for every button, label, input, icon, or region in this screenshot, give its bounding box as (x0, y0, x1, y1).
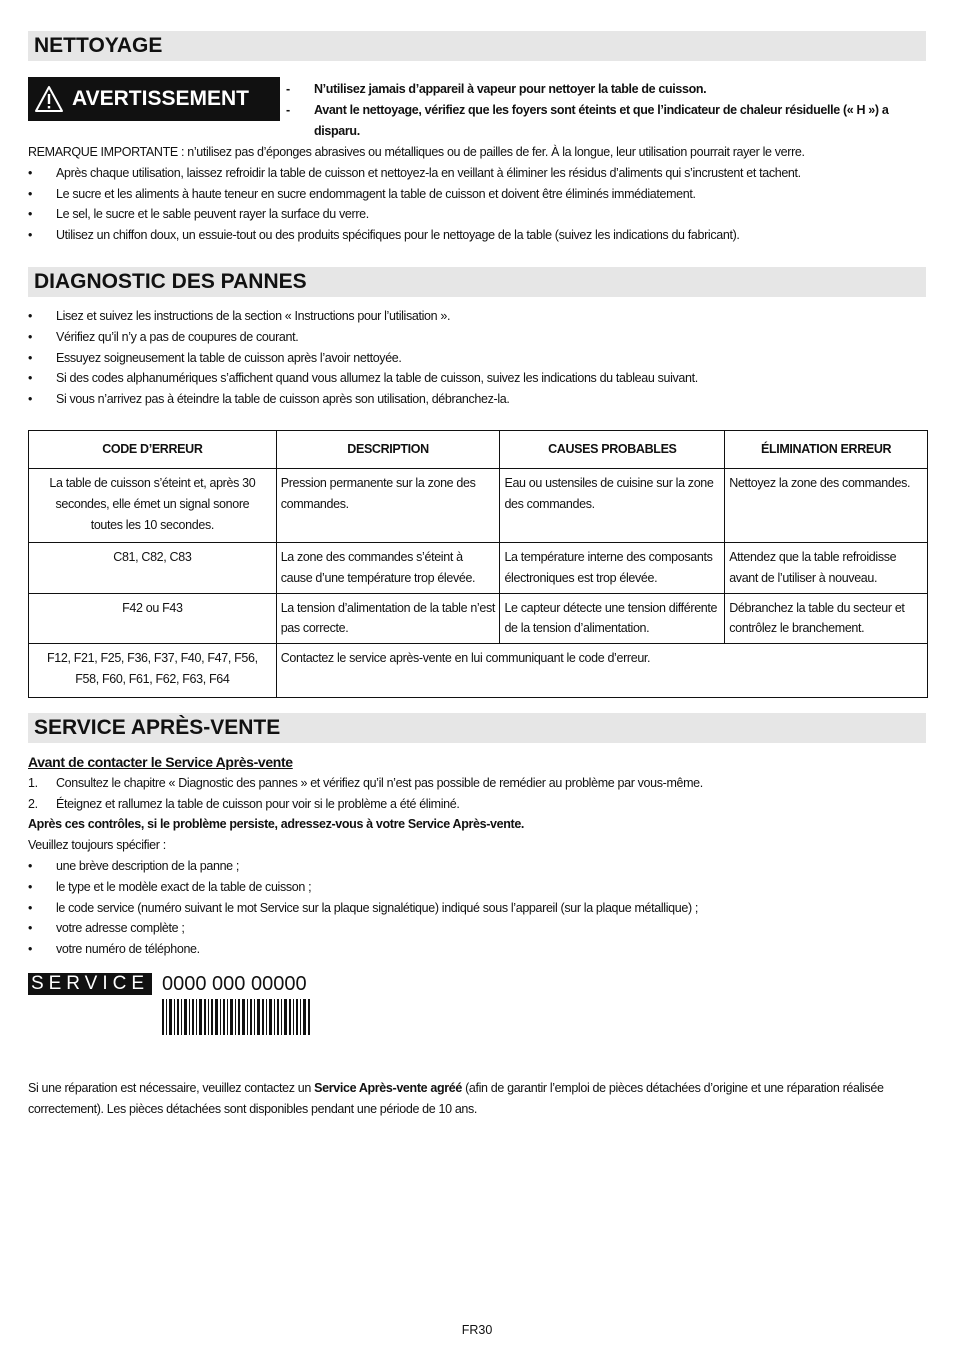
service-logo: SERVICE (28, 973, 152, 995)
list-item: 2. Éteignez et rallumez la table de cuisson pour voir si le problème a été éliminé. (28, 796, 460, 811)
list-item: • Essuyez soigneusement la table de cuisson après l’avoir nettoyée. (28, 348, 926, 369)
column-header: DESCRIPTION (276, 431, 500, 469)
list-item: • Si vous n’arrivez pas à éteindre la table de cuisson après son utilisation, débranchez-la. (28, 389, 926, 410)
column-header: CAUSES PROBABLES (500, 431, 725, 469)
list-item: • Le sel, le sucre et le sable peuvent rayer la surface du verre. (28, 204, 926, 225)
table-cell: F12, F21, F25, F36, F37, F40, F47, F56, F58, F60, F61, F62, F63, F64 (29, 644, 277, 698)
service-body (28, 752, 926, 960)
table-cell: C81, C82, C83 (29, 543, 277, 594)
column-header: CODE D’ERREUR (29, 431, 277, 469)
repair-bold: Service Après-vente agréé (314, 1081, 462, 1095)
list-item: • Si des codes alphanumériques s’affichent quand vous allumez la table de cuisson, suivez les indications du tableau suivant. (28, 368, 926, 389)
service-steps (28, 773, 926, 815)
table-cell: Pression permanente sur la zone des commandes. (276, 469, 500, 543)
table-cell: Eau ou ustensiles de cuisine sur la zone des commandes. (500, 469, 725, 543)
table-row (29, 543, 928, 594)
table-cell: Le capteur détecte une tension différente de la tension d’alimentation. (500, 593, 725, 644)
table-header-row (29, 431, 928, 469)
list-item: • une brève description de la panne ; (28, 856, 926, 877)
barcode-icon (162, 999, 312, 1037)
list-item: • le type et le modèle exact de la table de cuisson ; (28, 877, 926, 898)
important-note: REMARQUE IMPORTANTE : n’utilisez pas d’éponges abrasives ou métalliques ou de pailles de fer. À la longue, leur utilisation pourrait rayer le verre. (28, 145, 805, 159)
table-row (29, 593, 928, 644)
list-item: • Utilisez un chiffon doux, un essuie-tout ou des produits spécifiques pour le nettoyage de la table (suivez les indications du fabricant). (28, 225, 926, 246)
diagnostic-bullets (28, 306, 926, 410)
warning-triangle-icon (34, 85, 64, 113)
list-item: • Le sucre et les aliments à haute teneur en sucre endommagent la table de cuisson et doivent être éliminés immédiatement. (28, 184, 926, 205)
warning-item: - Avant le nettoyage, vérifiez que les foyers sont éteints et que l’indicateur de chaleur résiduelle (« H ») a disparu. (286, 102, 889, 138)
column-header: ÉLIMINATION ERREUR (725, 431, 928, 469)
service-bullets (28, 856, 926, 960)
warning-banner (28, 77, 280, 121)
repair-paragraph: Si une réparation est nécessaire, veuillez contactez un Service Après-vente agréé (afin de garantir l’emploi de pièces détachées d’origine et une réparation réalisée correctement). Les pièces détachées sont disponibles pendant une période de 10 ans. (28, 1081, 884, 1116)
nettoyage-body (28, 142, 926, 246)
table-cell: Contactez le service après-vente en lui communiquant le code d’erreur. (276, 644, 927, 698)
diagnostic-body (28, 306, 926, 410)
table-row (29, 644, 928, 698)
list-item: • le code service (numéro suivant le mot Service sur la plaque signalétique) indiqué sous l’appareil (sur la plaque métallique) ; (28, 898, 926, 919)
section-title-service: SERVICE APRÈS-VENTE (28, 713, 926, 743)
section-title-diagnostic: DIAGNOSTIC DES PANNES (28, 267, 926, 297)
table-row (29, 469, 928, 543)
list-item: • votre adresse complète ; (28, 918, 926, 939)
table-cell: Débranchez la table du secteur et contrôlez le branchement. (725, 593, 928, 644)
table-cell: Nettoyez la zone des commandes. (725, 469, 928, 543)
table-cell: Attendez que la table refroidisse avant de l’utiliser à nouveau. (725, 543, 928, 594)
list-item: 1. Consultez le chapitre « Diagnostic des pannes » et vérifiez qu’il n’est pas possible de remédier au problème par vous-même. (28, 775, 703, 790)
service-specify: Veuillez toujours spécifier : (28, 838, 166, 853)
warning-label: AVERTISSEMENT (72, 87, 249, 110)
section-title-nettoyage: NETTOYAGE (28, 31, 926, 61)
error-table (28, 430, 928, 698)
nettoyage-bullets (28, 163, 926, 246)
table-cell: F42 ou F43 (29, 593, 277, 644)
warning-list (286, 79, 926, 141)
warning-item: - N’utilisez jamais d’appareil à vapeur pour nettoyer la table de cuisson. (286, 82, 707, 96)
service-bold-line: Après ces contrôles, si le problème persiste, adressez-vous à votre Service Après-vente. (28, 817, 525, 832)
service-number: 0000 000 00000 (162, 973, 307, 995)
page-number: FR30 (461, 1323, 493, 1337)
list-item: • votre numéro de téléphone. (28, 939, 926, 960)
table-cell: La tension d’alimentation de la table n’est pas correcte. (276, 593, 500, 644)
list-item: • Lisez et suivez les instructions de la section « Instructions pour l’utilisation ». (28, 306, 926, 327)
table-cell: La zone des commandes s’éteint à cause d’une température trop élevée. (276, 543, 500, 594)
table-cell: La table de cuisson s’éteint et, après 30 secondes, elle émet un signal sonore toutes les 10 secondes. (29, 469, 277, 543)
service-subtitle: Avant de contacter le Service Après-vente (28, 754, 293, 770)
table-cell: La température interne des composants électroniques est trop élevée. (500, 543, 725, 594)
list-item: • Vérifiez qu’il n’y a pas de coupures de courant. (28, 327, 926, 348)
list-item: • Après chaque utilisation, laissez refroidir la table de cuisson et nettoyez-la en veillant à éliminer les résidus d’aliments qui s’incrustent et tachent. (28, 163, 926, 184)
